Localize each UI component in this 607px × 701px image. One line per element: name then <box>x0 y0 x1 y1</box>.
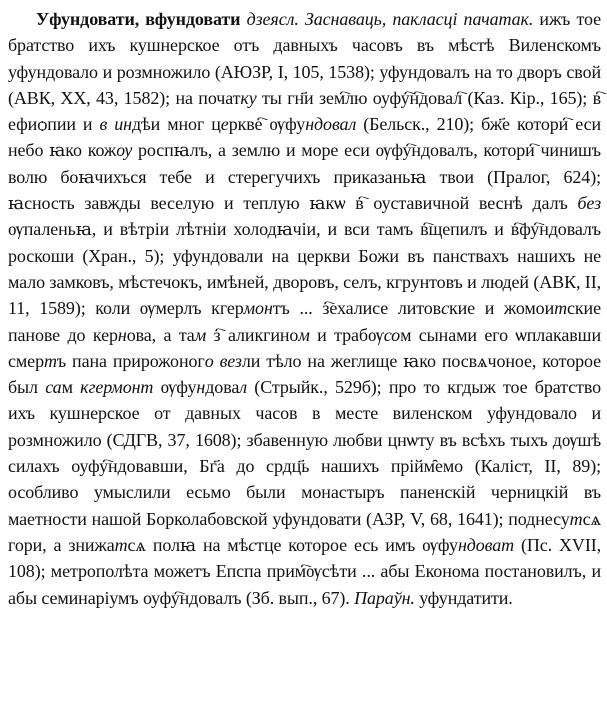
entry-text-run: ѹпаленьꙗ, и вѣтріи лѣтніи холодꙗчіи, и вси тамъ в҇щепилъ и в҇фу҇ндовалъ роскоши (Хран., 5); уфундовали на церкви Божи въ панствахъ нашихъ не мало замковъ, мѣстечокъ, имѣней, дворовъ, селъ, кгрунтовъ и людей (АВК, II, 11, 1589); коли ѹмерлъ кгер <box>8 219 601 319</box>
entry-text-run: м <box>194 324 207 345</box>
entry-text-run: са <box>45 377 62 398</box>
entry-text-run: тъ ... з҇ехалисе литов <box>272 298 442 319</box>
entry-text-run: дова <box>205 377 240 398</box>
entry-text-run: н <box>305 114 315 135</box>
entry-text-run: ин <box>114 114 132 135</box>
entry-text-run: ъ пана прирожоног <box>56 350 205 371</box>
entry-text-run: уфундатити. <box>414 587 513 608</box>
entry-text-run: довал <box>314 114 357 135</box>
entry-text-run: л <box>239 377 247 398</box>
entry-text-run: м <box>298 324 310 345</box>
entry-text-run: (Бельск., 210); бж҃е котори҇ еси небо ꙗко кож <box>8 114 601 161</box>
entry-text-run: кгермонт <box>80 377 154 398</box>
entry-text-run: т <box>569 508 583 529</box>
entry-text-run: ижъ тое братство ихъ кушнерское отъ давныхъ часовъ въ мѣстѣ Виленскомъ уфундовало и розмножило (АЮЗР, I, 105, 1538); уфундовалъ на то дворъ свой (АВК, XX, 43, 1582); на почат <box>8 9 601 108</box>
entry-grammar-label: дзеясл. <box>246 9 299 29</box>
entry-text-run: е <box>220 114 229 135</box>
entry-definition: Заснаваць, пакласці пачатак. <box>304 9 534 29</box>
entry-text-run: дѣи мног ц <box>131 114 221 135</box>
entry-text-run: без <box>577 193 601 214</box>
entry-text-run: н <box>457 534 467 555</box>
entry-text-run: (Пс. XVII, 108); метрополѣта можетъ Епспа прим҇ѹсѣти ... абы Економа постановилъ, и абы семинаріумъ оуфу҇ндовалъ (Зб. вып., 67). <box>8 534 602 608</box>
entry-text-run: т <box>554 298 568 319</box>
entry-text-run: ова, а та <box>126 324 195 345</box>
entry-text-run: тце которое есь имъ ѹфу <box>256 534 458 555</box>
entry-text-run: в <box>99 114 108 135</box>
entry-headword: Уфундовати, вфундовати <box>36 9 241 29</box>
entry-text-run: ты гн҃и зем҇лю оуфу҇н҇довал҇ (Каз. Кір., 165); в҇ ефиѻпии и <box>8 87 601 135</box>
entry-text-run: с <box>441 298 449 319</box>
entry-text-run: т <box>114 534 128 555</box>
entry-text-run: ли тѣло на жеглище ꙗко посвѧчоное, которое был <box>8 350 601 398</box>
dictionary-entry <box>8 6 601 611</box>
entry-text-run: т <box>43 350 57 371</box>
entry-text-run: и трабѹ <box>309 324 384 345</box>
entry-text-run: Параўн. <box>354 587 415 608</box>
entry-text-run: вез <box>219 350 242 371</box>
entry-text-run: роспꙗлъ, а землю и море еси ѹфу҇ндовалъ, котори҇ чинишъ волю боꙗчихъся тебе и стерегучихъ приказаньꙗ твои (Пралог, 624); ꙗсность завжды веселую и теплую ꙗкѡ в҇ оуставичной веснѣ далъ <box>8 140 602 214</box>
entry-text-run: н <box>117 324 127 345</box>
entry-text-run: сѧ гори, а знижа <box>8 508 601 555</box>
entry-text-run: м <box>61 377 81 398</box>
entry-text-run: ские панове до кер <box>8 298 601 345</box>
entry-text-run: м сынами его ѡплакавши смер <box>8 324 601 371</box>
entry-text-run: з҇ аликгино <box>206 324 299 345</box>
entry-text-run: доват <box>466 534 515 555</box>
entry-text-run: сѧ полꙗ на мѣ <box>127 534 249 555</box>
entry-text-run: н <box>196 377 206 398</box>
entry-text-run: с <box>248 534 257 555</box>
entry-citations <box>8 9 601 608</box>
entry-text-run: о <box>204 350 214 371</box>
entry-text-run: кие и жомои <box>448 298 555 319</box>
entry-text-run: ѹ <box>116 140 133 161</box>
entry-text-run: (Стрыйк., 529б); про то кгдыж тое братство ихъ кушнерское от давных часов в месте виленском уфундовало и розмножило (СДГВ, 37, 1608); збавенную любви цнѡту въ всѣхъ тыхъ дѹшѣ силахъ оуфу҇ндовавши, Бг҃а до срдц҃ь нашихъ прійм̑емо (Каліст, II, 89); особливо умыслили есьмо были монастыръ паненскій черницкій въ маетности нашой Борколабовской уфундовати (АЗР, V, 68, 1641); поднесу <box>8 377 601 529</box>
entry-text-run: мон <box>243 298 273 319</box>
entry-text-run: ѹфу <box>153 377 197 398</box>
entry-text-run: ркве҇ ѹфу <box>228 114 306 135</box>
entry-text-run: со <box>383 324 401 345</box>
entry-text-run: ку <box>240 87 257 108</box>
